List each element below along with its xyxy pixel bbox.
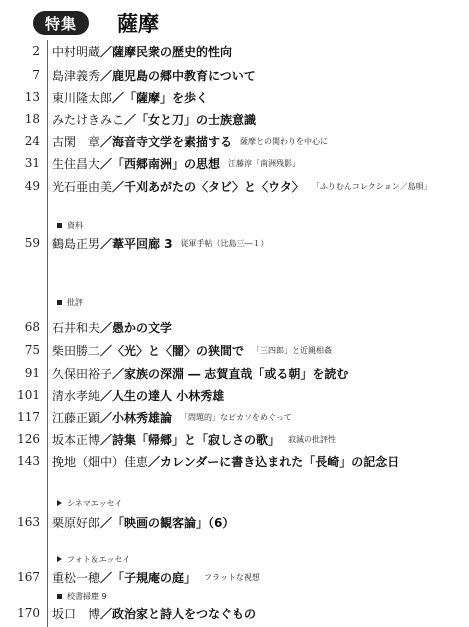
- feature-title: 薩摩: [117, 12, 160, 36]
- entry-title: 愚かの文学: [112, 320, 173, 335]
- toc-entry[interactable]: [0, 452, 399, 470]
- entry-title: 詩集「帰郷」と「寂しさの歌」: [112, 432, 281, 447]
- entry-subtitle: 「問題的」なピカソをめぐって: [180, 412, 292, 422]
- author: 石井和夫: [52, 320, 101, 335]
- page-number: 126: [17, 432, 40, 446]
- page-number: 24: [24, 134, 40, 148]
- slash: ／: [100, 606, 113, 621]
- slash: ／: [112, 90, 125, 105]
- slash: ／: [124, 112, 137, 127]
- entry-title: 「西郷南洲」の思想: [112, 156, 221, 171]
- toc-entry[interactable]: [0, 88, 208, 106]
- entry-subtitle: 薩摩との関わりを中心に: [240, 136, 329, 146]
- entry-title: 鹿児島の郷中教育について: [112, 68, 256, 83]
- page-number: 101: [17, 388, 40, 402]
- author: みたけきみこ: [52, 112, 125, 127]
- toc-entry[interactable]: [0, 154, 300, 172]
- entry-subtitle: 寂滅の批評性: [288, 434, 337, 444]
- entry-subtitle: 従軍手帖（比島三―１）: [180, 238, 269, 248]
- square-bullet-icon: [57, 300, 62, 305]
- entry-title: 人生の達人 小林秀雄: [112, 388, 225, 403]
- author: 清水孝純: [52, 388, 101, 403]
- entry-title: 家族の深淵 ― 志賀直哉「或る朝」を読む: [124, 366, 349, 381]
- slash: ／: [100, 388, 113, 403]
- entry-subtitle: フラットな視想: [204, 572, 260, 582]
- author: 坂口 博: [52, 606, 101, 621]
- author: 生住昌大: [52, 156, 101, 171]
- toc-entry[interactable]: [0, 386, 224, 404]
- author: 挽地（畑中）佳恵: [52, 454, 149, 469]
- entry-subtitle: 江藤淳「南洲残影」: [228, 158, 301, 168]
- toc-entry[interactable]: [0, 110, 256, 128]
- slash: ／: [100, 44, 113, 59]
- section-label: 批評: [57, 296, 83, 308]
- slash: ／: [100, 343, 113, 358]
- entry-title: 「映画の観客論」（6）: [112, 515, 235, 530]
- page-number: 91: [24, 366, 40, 380]
- toc-entry[interactable]: [0, 177, 432, 195]
- toc-entry[interactable]: [0, 513, 234, 531]
- toc-entry[interactable]: [0, 568, 260, 586]
- page-number: 117: [17, 410, 40, 424]
- author: 坂本正博: [52, 432, 101, 447]
- entry-title: 「女と刀」の士族意識: [136, 112, 257, 127]
- entry-title: カレンダーに書き込まれた「長崎」の記念日: [160, 454, 400, 469]
- toc-entry[interactable]: [0, 42, 232, 60]
- page-number: 170: [17, 606, 40, 620]
- entry-title: 薩摩民衆の歴史的性向: [112, 44, 233, 59]
- author: 光石亜由美: [52, 179, 113, 194]
- author: 栗原好郎: [52, 515, 101, 530]
- author: 柴田勝二: [52, 343, 101, 358]
- feature-badge: 特集: [33, 11, 89, 35]
- entry-subtitle: 「三四郎」と近親相姦: [252, 345, 333, 355]
- entry-subtitle: 「ふりむんコレクション／島唄」: [311, 181, 432, 191]
- slash: ／: [112, 179, 125, 194]
- slash: ／: [100, 410, 113, 425]
- section-label: フォト＆エッセイ: [57, 553, 130, 565]
- page-number: 2: [32, 44, 40, 58]
- slash: ／: [112, 366, 125, 381]
- toc-entry[interactable]: [0, 364, 348, 382]
- slash: ／: [100, 134, 113, 149]
- page-number: 167: [17, 570, 40, 584]
- page-number: 7: [32, 68, 40, 82]
- author: 東川隆太郎: [52, 90, 113, 105]
- toc-entry[interactable]: [0, 341, 332, 359]
- entry-title: 小林秀雄論: [112, 410, 173, 425]
- header: [33, 10, 159, 36]
- page-number: 59: [24, 236, 40, 250]
- page-number: 18: [24, 112, 40, 126]
- entry-title: 「薩摩」を歩く: [124, 90, 209, 105]
- toc-entry[interactable]: [0, 66, 256, 84]
- entry-title: 「子規庵の庭」: [112, 570, 197, 585]
- slash: ／: [148, 454, 161, 469]
- page-number: 49: [24, 179, 40, 193]
- slash: ／: [100, 156, 113, 171]
- entry-title: 〈光〉と〈闇〉の狭間で: [112, 343, 245, 358]
- author: 重松一穂: [52, 570, 101, 585]
- section-label: 資料: [57, 219, 83, 231]
- author: 久保田裕子: [52, 366, 113, 381]
- author: 島津義秀: [52, 68, 101, 83]
- slash: ／: [100, 68, 113, 83]
- square-bullet-icon: [57, 594, 62, 599]
- slash: ／: [100, 515, 113, 530]
- slash: ／: [100, 320, 113, 335]
- page-number: 163: [17, 515, 40, 529]
- author: 古閑 章: [52, 134, 101, 149]
- author: 江藤正顕: [52, 410, 101, 425]
- section-label: シネマエッセイ: [57, 497, 122, 509]
- toc-entry[interactable]: [0, 318, 172, 336]
- page-number: 68: [24, 320, 40, 334]
- author: 中村明蔵: [52, 44, 101, 59]
- entry-title: 千刈あがたの〈タビ〉と〈ウタ〉: [124, 179, 304, 194]
- slash: ／: [100, 570, 113, 585]
- slash: ／: [100, 432, 113, 447]
- author: 鶴島正男: [52, 236, 101, 251]
- toc-entry[interactable]: [0, 604, 256, 622]
- entry-title: 海音寺文学を素描する: [112, 134, 233, 149]
- page-number: 143: [17, 454, 40, 468]
- triangle-bullet-icon: [57, 500, 62, 506]
- toc-entry[interactable]: [0, 132, 328, 150]
- square-bullet-icon: [57, 223, 62, 228]
- toc-entry[interactable]: [0, 408, 292, 426]
- toc-entry[interactable]: [0, 234, 269, 252]
- page-number: 31: [24, 156, 40, 170]
- entry-title: 葦平回廊 3: [112, 236, 173, 251]
- page-number: 13: [24, 90, 40, 104]
- entry-title: 政治家と詩人をつなぐもの: [112, 606, 257, 621]
- page-number: 75: [24, 343, 40, 357]
- slash: ／: [100, 236, 113, 251]
- toc-entry[interactable]: [0, 430, 336, 448]
- section-label: 校書掃塵 9: [57, 590, 107, 602]
- triangle-bullet-icon: [57, 556, 62, 562]
